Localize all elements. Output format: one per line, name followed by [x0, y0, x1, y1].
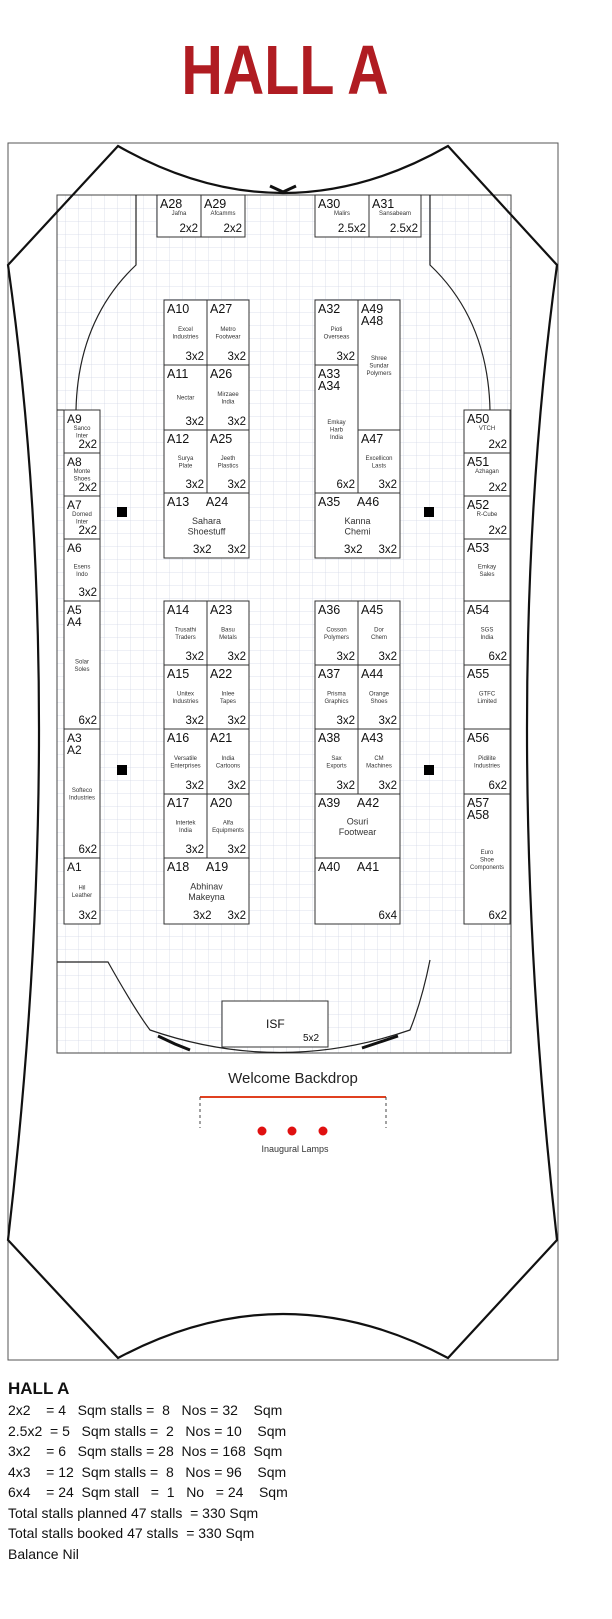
- stall-size: 3x2: [227, 351, 246, 363]
- stall-a56: [464, 729, 510, 794]
- stall-name: Components: [469, 865, 505, 871]
- stall-size: 3x2: [185, 479, 204, 491]
- pillar: [117, 507, 127, 517]
- stall-a1: [64, 858, 100, 924]
- summary-line: Total stalls booked 47 stalls = 330 Sqm: [8, 1525, 255, 1541]
- stall-name: Exports: [326, 763, 347, 770]
- stall-a11: [164, 365, 207, 430]
- stall-id: A27: [210, 302, 233, 316]
- stall-a10: [164, 300, 207, 365]
- pillar: [117, 765, 127, 775]
- stall-id: A56: [467, 731, 490, 745]
- stall-size: 3x2: [378, 780, 397, 792]
- stall-name: Plastics: [217, 463, 239, 470]
- stall-a12: [164, 430, 207, 493]
- stall-name: Cosson: [326, 627, 347, 634]
- stall-id: A43: [361, 731, 384, 745]
- stall-id: A48: [361, 314, 384, 328]
- stall-size: 2.5x2: [389, 223, 418, 235]
- stall-name: Metals: [219, 635, 237, 641]
- stall-a52: [464, 496, 510, 539]
- stall-name: Plate: [178, 463, 193, 470]
- stall-id: A38: [318, 731, 341, 745]
- stall-name: Excellicon: [365, 456, 393, 462]
- stall-size: 6x2: [336, 479, 355, 491]
- stall-size: 2x2: [223, 223, 242, 235]
- stall-a31: [369, 195, 421, 237]
- stall-name: Limited: [477, 699, 497, 705]
- stall-name: Softeco: [71, 788, 93, 794]
- stall-a9: [64, 410, 100, 453]
- stall-a57: [464, 794, 510, 924]
- stall-name: Graphics: [324, 699, 349, 705]
- stall-name: Euro: [480, 850, 494, 856]
- stall-a50: [464, 410, 510, 453]
- stall-id: A28: [160, 197, 183, 211]
- stall-a39a42: [315, 794, 400, 858]
- stall-name: Enterprises: [170, 763, 201, 770]
- stall-id: A50: [467, 412, 490, 426]
- stall-id: A35 A46: [318, 495, 380, 509]
- stall-name: Emkay: [477, 564, 497, 571]
- stall-name: Makeyna: [188, 892, 225, 902]
- stall-name: Sales: [479, 572, 495, 578]
- stall-size: 3x2: [227, 715, 246, 727]
- stall-name: Harb: [329, 427, 344, 434]
- stall-id: A22: [210, 667, 233, 681]
- stall-a8: [64, 453, 100, 496]
- stall-name: Nectar: [176, 395, 195, 402]
- stall-size: 2x2: [78, 482, 97, 494]
- stall-name: Equipments: [212, 828, 244, 834]
- stall-id: A18 A19: [167, 860, 229, 874]
- stall-name: CM: [374, 756, 384, 762]
- stall-name: Traders: [175, 635, 196, 641]
- stall-name: Footwear: [215, 334, 241, 341]
- stall-name: Industries: [68, 795, 96, 802]
- stall-name: Chemi: [344, 526, 371, 537]
- stall-name: Osuri: [346, 816, 369, 827]
- stall-size: 2.5x2: [337, 223, 366, 235]
- stall-name: Sanco: [73, 426, 91, 432]
- stall-name: Inlee: [221, 691, 235, 698]
- stall-a22: [207, 665, 249, 729]
- stall-size: 3x2: [378, 479, 397, 491]
- summary-line: Total stalls planned 47 stalls = 330 Sqm: [8, 1504, 259, 1521]
- stall-id: A12: [167, 432, 190, 446]
- stall-size: 2x2: [488, 439, 507, 451]
- lamp: [319, 1127, 328, 1136]
- stall-size: 3x2: [336, 651, 355, 663]
- stall-id: A57: [467, 796, 490, 810]
- stall-id: A6: [67, 541, 82, 555]
- stall-id: A17: [167, 796, 190, 810]
- stall-size: 6x2: [488, 651, 507, 663]
- stall-id: A47: [361, 432, 384, 446]
- stall-a29: [201, 195, 245, 237]
- stall-id: A54: [467, 603, 490, 617]
- stall-size: 3x2: [78, 910, 97, 922]
- stall-a25: [207, 430, 249, 493]
- stall-name: Dor: [374, 627, 384, 634]
- stall-a7: [64, 496, 100, 539]
- stall-a21: [207, 729, 249, 794]
- stall-id: A3: [67, 731, 82, 745]
- lamp: [288, 1127, 297, 1136]
- stall-id: A34: [318, 379, 341, 393]
- stall-name: GTFC: [478, 691, 496, 698]
- stall-name: Tapes: [219, 699, 237, 705]
- stall-name: India: [178, 828, 193, 834]
- stall-a5: [64, 601, 100, 729]
- stall-id: A1: [67, 860, 82, 874]
- stall-id: A30: [318, 197, 341, 211]
- stall-size: 6x2: [78, 844, 97, 856]
- stall-name: Shoe: [479, 857, 495, 864]
- stall-name: Alfa: [222, 820, 234, 827]
- stall-size: 3x2: [227, 416, 246, 428]
- stall-name: Cartoons: [215, 763, 241, 770]
- stall-size: 3x2 3x2: [192, 544, 246, 556]
- stall-a17: [164, 794, 207, 858]
- stall-a45: [358, 601, 400, 665]
- stall-name: Shoestuff: [187, 526, 226, 537]
- stall-name: India: [329, 435, 344, 441]
- summary-heading: HALL A: [8, 1379, 70, 1398]
- stall-a40a41: [315, 858, 400, 924]
- stall-a23: [207, 601, 249, 665]
- stall-id: A9: [67, 412, 82, 426]
- isf-id: ISF: [266, 1017, 285, 1031]
- stall-size: 2x2: [488, 525, 507, 537]
- stall-name: Metro: [220, 327, 236, 333]
- stall-a47: [358, 430, 400, 493]
- stall-id: A39 A42: [318, 796, 380, 810]
- stall-name: Kanna: [344, 516, 371, 526]
- stall-name: India: [221, 399, 235, 406]
- hall-title: HALL A: [181, 31, 389, 109]
- stall-a51: [464, 453, 510, 496]
- stall-a20: [207, 794, 249, 858]
- stall-name: India: [480, 635, 494, 641]
- stall-a18a19: [164, 858, 249, 924]
- stall-a15: [164, 665, 207, 729]
- summary-line: 3x2 = 6 Sqm stalls = 28 Nos = 168 Sqm: [8, 1443, 283, 1459]
- stall-a49: [358, 300, 400, 430]
- stall-id: A32: [318, 302, 341, 316]
- stall-id: A10: [167, 302, 190, 316]
- stall-name: Esens: [73, 564, 91, 571]
- stall-size: 2x2: [78, 525, 97, 537]
- stall-size: 3x2: [336, 351, 355, 363]
- stall-name: Industries: [473, 763, 501, 770]
- summary-line: 2x2 = 4 Sqm stalls = 8 Nos = 32 Sqm: [8, 1402, 283, 1418]
- stall-name: Chem: [370, 635, 388, 641]
- stall-size: 3x2: [378, 715, 397, 727]
- stall-name: Dorned: [72, 512, 92, 518]
- stall-id: A4: [67, 615, 82, 629]
- lamp: [258, 1127, 267, 1136]
- stall-name: Surya: [177, 456, 194, 462]
- stall-id: A31: [372, 197, 395, 211]
- stall-id: A15: [167, 667, 190, 681]
- stall-id: A7: [67, 498, 82, 512]
- stall-name: Machines: [366, 763, 392, 770]
- stall-summary: [8, 1378, 408, 1564]
- stall-name: Versatile: [173, 756, 198, 762]
- stall-id: A44: [361, 667, 384, 681]
- stall-name: VTCH: [478, 426, 496, 432]
- stall-name: Monte: [73, 469, 91, 475]
- stall-id: A2: [67, 743, 82, 757]
- stall-id: A23: [210, 603, 233, 617]
- stall-name: Leather: [71, 893, 93, 899]
- stall-name: Prisma: [327, 691, 346, 698]
- stall-name: Abhinav: [190, 881, 223, 892]
- stall-size: 3x2: [185, 416, 204, 428]
- pillar: [424, 507, 434, 517]
- stall-id: A53: [467, 541, 490, 555]
- stall-id: A36: [318, 603, 341, 617]
- stall-id: A25: [210, 432, 233, 446]
- stall-size: 3x2 3x2: [343, 544, 397, 556]
- stall-name: India: [221, 756, 235, 762]
- stall-name: Afcamms: [210, 211, 236, 217]
- stall-id: A45: [361, 603, 384, 617]
- hall-grid: [57, 195, 511, 1053]
- stall-size: 3x2: [336, 715, 355, 727]
- stall-id: A29: [204, 197, 227, 211]
- stall-size: 6x4: [378, 910, 397, 922]
- stall-size: 3x2: [78, 587, 97, 599]
- stall-id: A13 A24: [167, 495, 229, 509]
- stall-a6: [64, 539, 100, 601]
- stall-a36: [315, 601, 358, 665]
- stall-id: A21: [210, 731, 233, 745]
- stall-name: Footwear: [338, 827, 377, 837]
- stall-id: A51: [467, 455, 490, 469]
- stall-size: 3x2: [185, 651, 204, 663]
- stall-a13a24: [164, 493, 249, 558]
- stall-a33: [315, 365, 358, 493]
- stall-id: A20: [210, 796, 233, 810]
- stall-name: Sahara: [191, 516, 222, 526]
- stall-name: Industries: [172, 334, 199, 341]
- stall-a32: [315, 300, 358, 365]
- stall-a55: [464, 665, 510, 729]
- stall-name: Sansabeam: [378, 211, 412, 217]
- stall-name: Intertek: [175, 820, 196, 827]
- stall-name: Azhagan: [475, 469, 499, 475]
- summary-line: 2.5x2 = 5 Sqm stalls = 2 Nos = 10 Sqm: [8, 1422, 287, 1439]
- stall-name: Solar: [74, 659, 90, 666]
- stall-name: Overseas: [323, 334, 350, 341]
- stall-a54: [464, 601, 510, 665]
- welcome-backdrop-label: Welcome Backdrop: [228, 1070, 358, 1087]
- stall-a35a46: [315, 493, 400, 558]
- stall-id: A11: [167, 367, 189, 381]
- stall-name: Jeeth: [220, 456, 236, 462]
- stall-name: Mirzaee: [217, 392, 239, 398]
- stall-size: 3x2: [185, 715, 204, 727]
- stall-a3: [64, 729, 100, 858]
- stall-size: 3x2: [185, 844, 204, 856]
- stall-id: A26: [210, 367, 233, 381]
- stall-a44: [358, 665, 400, 729]
- summary-line: Balance Nil: [8, 1545, 79, 1562]
- inaugural-lamps-label: Inaugural Lamps: [261, 1144, 329, 1154]
- stall-id: A14: [167, 603, 190, 617]
- stall-size: 6x2: [78, 715, 97, 727]
- isf-size: 5x2: [303, 1033, 320, 1044]
- stall-a26: [207, 365, 249, 430]
- stall-size: 3x2: [185, 780, 204, 792]
- stall-id: A8: [67, 455, 82, 469]
- stall-a53: [464, 539, 510, 601]
- stall-a28: [157, 195, 201, 237]
- stall-id: A40 A41: [318, 860, 380, 874]
- stall-name: Indo: [76, 572, 88, 578]
- stall-size: 3x2: [185, 351, 204, 363]
- stall-id: A16: [167, 731, 190, 745]
- stall-name: Shoes: [370, 699, 388, 705]
- stall-size: 2x2: [488, 482, 507, 494]
- stall-name: Excel: [178, 327, 193, 333]
- stall-id: A55: [467, 667, 490, 681]
- stall-id: A5: [67, 603, 82, 617]
- door-marker: [270, 186, 296, 192]
- stall-name: Jafna: [171, 211, 187, 217]
- stall-name: Industries: [172, 699, 199, 705]
- stall-name: Inter: [75, 433, 89, 440]
- stall-name: Basu: [221, 627, 235, 634]
- stall-size: 3x2: [227, 479, 246, 491]
- stall-name: Polymers: [323, 635, 350, 641]
- stall-name: R-Cube: [476, 512, 498, 518]
- stall-a27: [207, 300, 249, 365]
- stall-size: 2x2: [179, 223, 198, 235]
- stall-size: 3x2: [227, 651, 246, 663]
- stall-size: 3x2: [227, 844, 246, 856]
- stall-size: 3x2 3x2: [192, 910, 246, 922]
- stall-name: Unitex: [176, 691, 195, 698]
- stall-a14: [164, 601, 207, 665]
- stall-name: Hil: [78, 885, 86, 892]
- stall-name: SGS: [480, 627, 494, 634]
- stall-id: A37: [318, 667, 341, 681]
- stall-id: A49: [361, 302, 384, 316]
- stall-size: 6x2: [488, 780, 507, 792]
- stall-name: Emkay: [327, 420, 346, 426]
- stall-name: Pioti: [330, 327, 343, 333]
- stall-name: Soles: [74, 667, 90, 673]
- stall-size: 3x2: [336, 780, 355, 792]
- stall-size: 6x2: [488, 910, 507, 922]
- stall-size: 3x2: [227, 780, 246, 792]
- stall-name: Inter: [75, 519, 89, 526]
- stall-name: Polymers: [366, 371, 392, 377]
- stall-name: Lasts: [371, 463, 387, 470]
- stall-name: Shoes: [73, 476, 91, 483]
- stall-a16: [164, 729, 207, 794]
- stall-name: Malirs: [334, 211, 350, 217]
- stall-name: Trusathi: [174, 627, 197, 634]
- stall-name: Sundar: [369, 363, 389, 370]
- stall-name: Sax: [331, 756, 342, 762]
- summary-line: 6x4 = 24 Sqm stall = 1 No = 24 Sqm: [8, 1484, 288, 1500]
- stall-size: 2x2: [78, 439, 97, 451]
- stall-id: A58: [467, 808, 490, 822]
- stall-name: Shree: [370, 356, 388, 362]
- stall-name: Orange: [368, 691, 390, 698]
- stall-id: A33: [318, 367, 341, 381]
- stall-name: Pidilite: [478, 756, 496, 762]
- stall-a38: [315, 729, 358, 794]
- summary-line: 4x3 = 12 Sqm stalls = 8 Nos = 96 Sqm: [8, 1463, 287, 1480]
- pillar: [424, 765, 434, 775]
- stall-a43: [358, 729, 400, 794]
- stall-size: 3x2: [378, 651, 397, 663]
- stall-a37: [315, 665, 358, 729]
- stall-id: A52: [467, 498, 490, 512]
- stall-a30: [315, 195, 369, 237]
